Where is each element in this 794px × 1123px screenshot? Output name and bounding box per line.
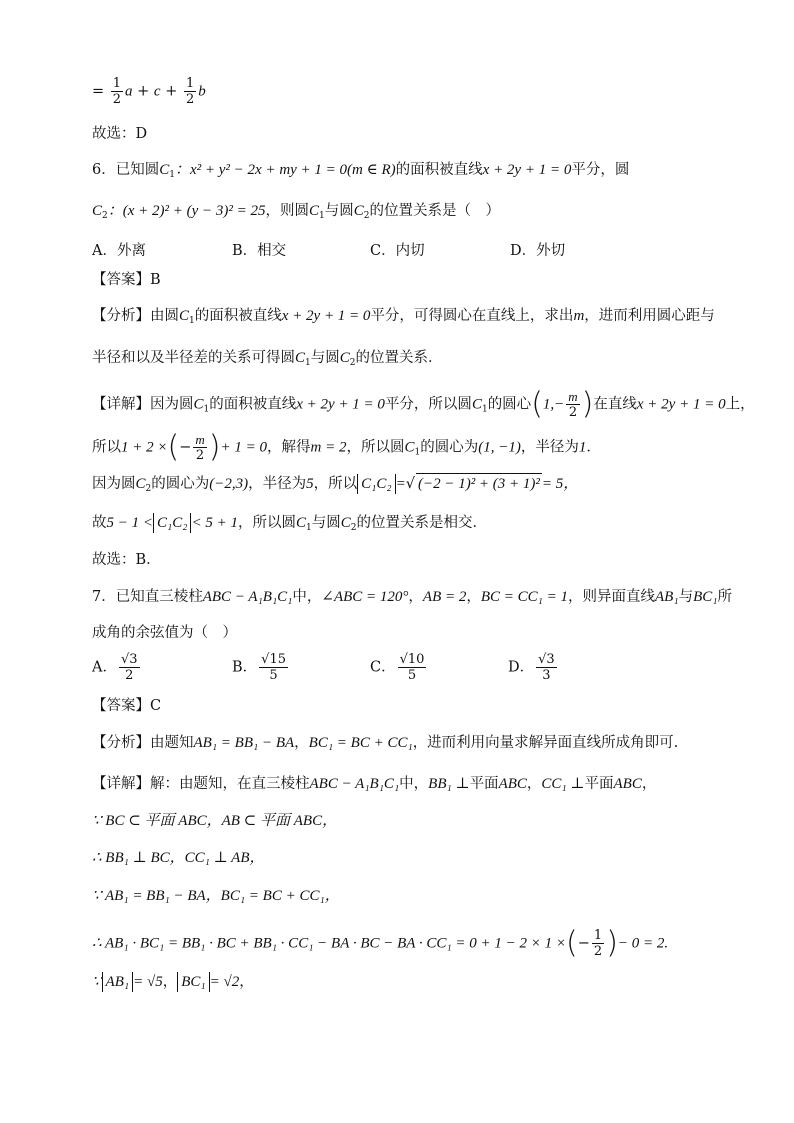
q6-analysis-line2: 半径和以及半径差的关系可得圆$C_1$与圆$C_2$的位置关系．: [92, 350, 443, 368]
q6-analysis-line1: 【分析】由圆$C_1$的面积被直线x + 2y + 1 = 0平分，可得圆心在直线上，求出m，进而利用圆心距与: [92, 308, 715, 326]
q7-answer: 【答案】C: [92, 698, 162, 714]
q6-option-a: A．外离: [92, 243, 146, 259]
q7-detail-line5: ∴ AB₁ · BC₁ = BB₁ · BC + BB₁ · CC₁ − BA · BC − BA · CC₁ = 0 + 1 − 2 × 1 ×(− $\frac{1}{2}$ )− 0 = 2.: [92, 925, 669, 961]
q7-detail-line4: ∵ AB₁ = BB₁ − BA，BC₁ = BC + CC₁，: [92, 888, 340, 904]
q7-analysis: 【分析】由题知AB₁ = BB₁ − BA，BC₁ = BC + CC₁，进而利用向量求解异面直线所成角即可.: [92, 735, 679, 751]
q7-stem-line2: 成角的余弦值为（ ）: [92, 625, 237, 641]
q6-detail-line2: 所以1 + 2 ×(− $\frac{m}{2}$ )+ 1 = 0，解得m = 2，所以圆$C_1$的圆心为(1, −1)，半径为1．: [92, 429, 601, 465]
q6-detail-line4: 故5 − 1 < C₁C₂ < 5 + 1，所以圆$C_1$与圆$C_2$的位置关系是相交．: [92, 515, 487, 533]
q6-stem-line1: 6．已知圆$C_1$：x² + y² − 2x + my + 1 = 0(m ∈ R)的面积被直线x + 2y + 1 = 0平分，圆: [92, 162, 630, 180]
q6-option-c: C．内切: [370, 243, 425, 259]
fraction-half-a: $\frac{1}{2}$: [112, 76, 122, 107]
q6-stem-line2: $C_2$：(x + 2)² + (y − 3)² = 25，则圆$C_1$与圆$C_2$的位置关系是（ ）: [92, 203, 501, 221]
q6-detail-line3: 因为圆$C_2$的圆心为(−2,3)，半径为5，所以 C₁C₂ =√ (−2 − 1)² + (3 + 1)² = 5，: [92, 473, 578, 499]
q7-option-d: D． $\frac{√3}{3}$: [508, 652, 555, 683]
vector-a: a: [125, 83, 133, 100]
fraction-half-b: $\frac{1}{2}$: [185, 76, 195, 107]
q7-stem-line1: 7．已知直三棱柱ABC − A₁B₁C₁中，∠ABC = 120°，AB = 2，BC = CC₁ = 1，则异面直线AB₁与BC₁所: [92, 589, 732, 605]
q6-detail-line1: 【详解】因为圆$C_1$的面积被直线x + 2y + 1 = 0平分，所以圆$C_1$的圆心(1,− $\frac{m}{2}$ )在直线x + 2y + 1 = 0上，: [92, 386, 755, 422]
vector-b: b: [198, 83, 206, 100]
q6-option-d: D．外切: [510, 243, 566, 259]
q6-option-b: B．相交: [232, 243, 287, 259]
q7-detail-line3: ∴ BB₁ ⊥ BC，CC₁ ⊥ AB，: [92, 850, 265, 866]
q7-detail-line2: ∵ BC ⊂ 平面 ABC，AB ⊂ 平面 ABC，: [92, 813, 338, 829]
vector-c: c: [153, 83, 161, 100]
q7-detail-line6: ∵ AB₁ = √5， BC₁ = √2，: [92, 974, 254, 990]
choice-prev: 故选：D: [92, 126, 148, 142]
top-expression: = $\frac{1}{2}$ a + c + $\frac{1}{2}$ b: [92, 76, 206, 107]
q7-option-a: A． $\frac{√3}{2}$: [92, 652, 138, 683]
q7-option-c: C． $\frac{√10}{5}$: [370, 652, 425, 683]
eq-sign: =: [92, 83, 105, 100]
q7-option-b: B． $\frac{√15}{5}$: [232, 652, 286, 683]
q6-choice: 故选：B．: [92, 552, 161, 568]
q7-detail-line1: 【详解】解：由题知，在直三棱柱ABC − A₁B₁C₁中，BB₁ ⊥平面ABC，CC₁ ⊥平面ABC，: [92, 776, 657, 792]
q6-answer: 【答案】B: [92, 272, 161, 288]
